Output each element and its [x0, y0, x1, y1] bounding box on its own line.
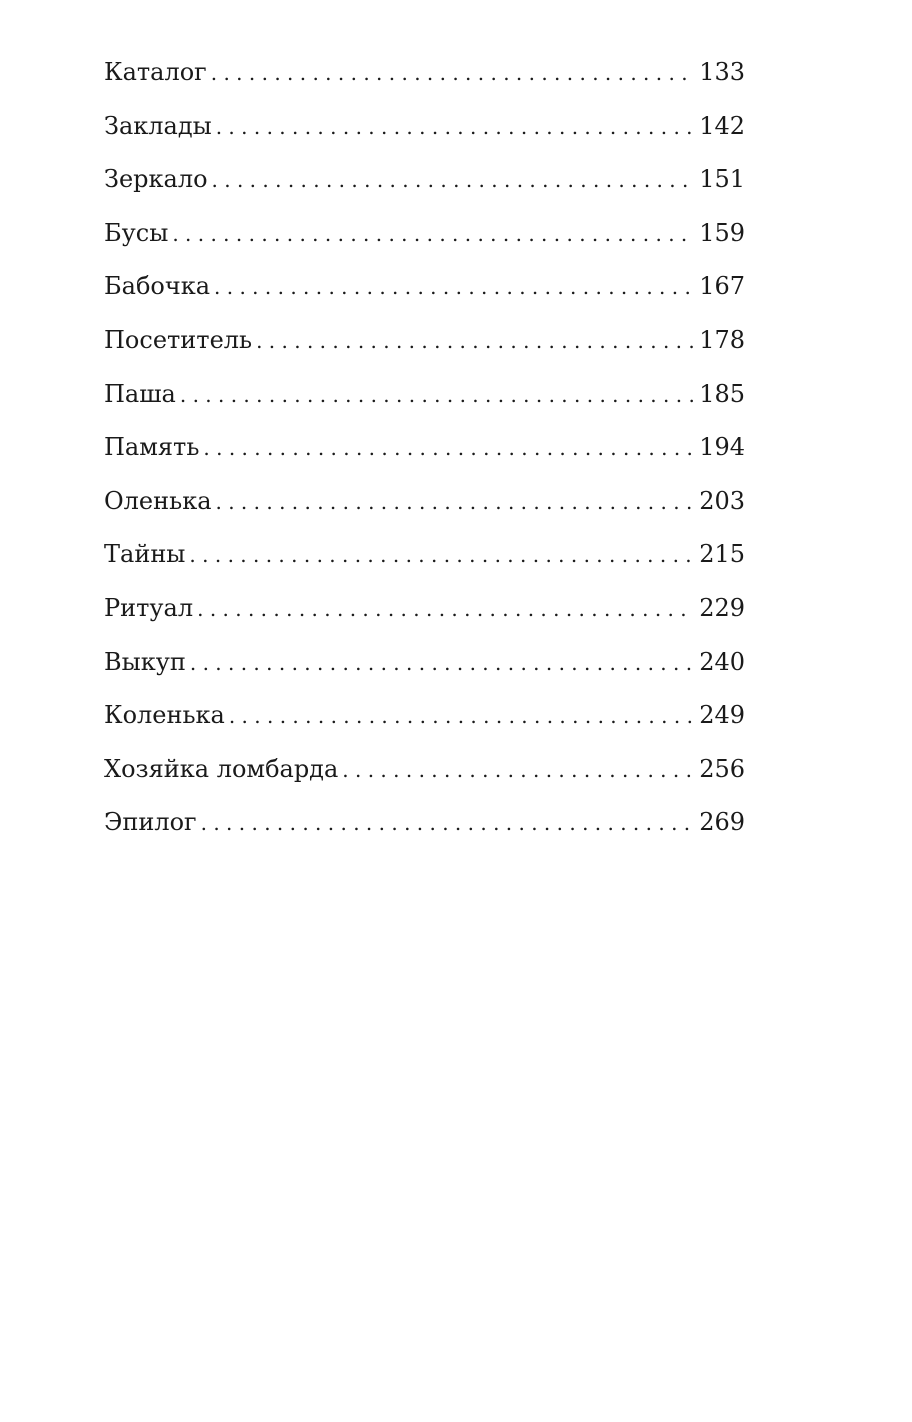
- toc-entry-page: 249: [699, 701, 745, 730]
- toc-entry-title: Бабочка: [104, 272, 211, 301]
- toc-dot-leader: [342, 758, 693, 782]
- toc-entry: [104, 272, 745, 326]
- toc-entry: [104, 433, 745, 487]
- toc-entry: [104, 58, 745, 112]
- toc-entry-page: 142: [699, 111, 745, 140]
- toc-entry-title: Посетитель: [104, 325, 253, 354]
- toc-entry-title: Выкуп: [104, 647, 186, 676]
- toc-entry-title: Паша: [104, 379, 176, 408]
- toc-entry-title: Хозяйка ломбарда: [104, 754, 339, 783]
- toc-dot-leader: [211, 61, 693, 85]
- toc-dot-leader: [256, 329, 693, 353]
- toc-entry-title: Ритуал: [104, 593, 194, 622]
- toc-entry-page: 159: [699, 218, 745, 247]
- toc-dot-leader: [190, 651, 693, 675]
- toc-dot-leader: [203, 436, 693, 460]
- toc-entry: [104, 326, 745, 380]
- toc-entry-title: Память: [104, 433, 200, 462]
- toc-dot-leader: [201, 811, 694, 835]
- toc-entry-page: 203: [699, 486, 745, 515]
- table-of-contents: [104, 58, 745, 862]
- toc-dot-leader: [216, 115, 693, 139]
- toc-entry-title: Заклады: [104, 111, 212, 140]
- toc-entry: [104, 380, 745, 434]
- toc-entry: [104, 808, 745, 862]
- toc-entry: [104, 165, 745, 219]
- toc-dot-leader: [214, 275, 693, 299]
- toc-entry-title: Эпилог: [104, 808, 197, 837]
- toc-entry-title: Оленька: [104, 486, 212, 515]
- toc-entry-page: 269: [699, 808, 745, 837]
- toc-dot-leader: [172, 222, 693, 246]
- toc-dot-leader: [180, 383, 693, 407]
- toc-entry-title: Бусы: [104, 218, 169, 247]
- toc-entry-page: 185: [699, 379, 745, 408]
- toc-entry-title: Каталог: [104, 58, 207, 86]
- toc-entry-title: Зеркало: [104, 165, 208, 194]
- toc-entry-page: 256: [699, 754, 745, 783]
- toc-dot-leader: [229, 704, 693, 728]
- toc-entry-page: 194: [699, 433, 745, 462]
- toc-entry: [104, 648, 745, 702]
- toc-entry-page: 151: [699, 165, 745, 194]
- toc-entry-page: 215: [699, 540, 745, 569]
- toc-entry: [104, 755, 745, 809]
- toc-entry: [104, 701, 745, 755]
- toc-entry-title: Тайны: [104, 540, 186, 569]
- toc-entry-page: 167: [699, 272, 745, 301]
- toc-entry-page: 229: [699, 593, 745, 622]
- toc-entry: [104, 540, 745, 594]
- toc-entry-page: 133: [699, 58, 745, 86]
- toc-dot-leader: [212, 168, 694, 192]
- toc-entry: [104, 112, 745, 166]
- toc-entry-page: 240: [699, 647, 745, 676]
- toc-entry: [104, 219, 745, 273]
- toc-entry-page: 178: [699, 325, 745, 354]
- toc-entry: [104, 487, 745, 541]
- toc-dot-leader: [189, 543, 693, 567]
- toc-entry: [104, 594, 745, 648]
- toc-dot-leader: [197, 597, 693, 621]
- toc-entry-title: Коленька: [104, 701, 225, 730]
- toc-dot-leader: [216, 490, 694, 514]
